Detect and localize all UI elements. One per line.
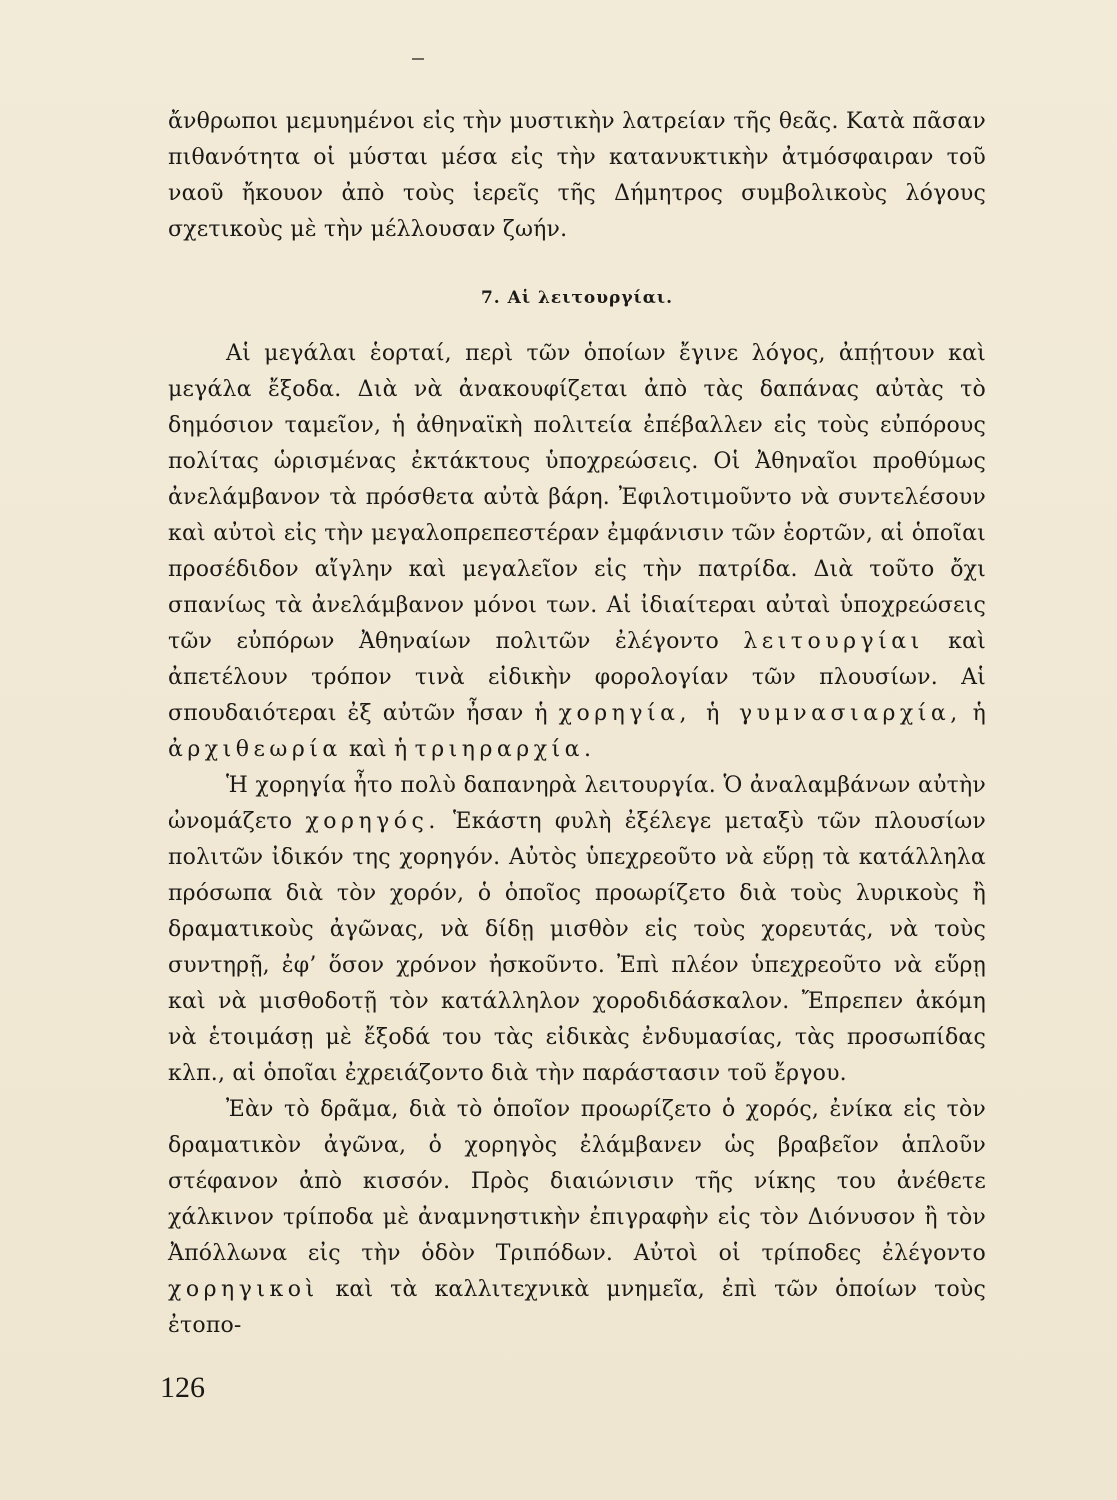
paragraph-leitourgies	[168, 336, 986, 768]
term-chorigos: χορηγός.	[305, 809, 440, 834]
term-chorigia-gymnasiarchia: χορηγία, ἡ γυμνασιαρχία,	[558, 701, 962, 726]
term-leitourgiai: λειτουργίαι	[743, 629, 924, 654]
term-architheoria: ἀρχιθεωρία	[168, 737, 342, 762]
section-heading: 7. Αἱ λειτουργίαι.	[480, 288, 674, 308]
paragraph-tripods	[168, 1092, 986, 1344]
paragraph-text: Ἑκάστη φυλὴ ἐξέλεγε μεταξὺ τῶν πλουσίων πολιτῶν ἰδικόν της χορηγόν. Αὐτὸς ὑπεχρεοῦτο νὰ εὕρῃ τὰ κατάλληλα πρόσωπα διὰ τὸν χορόν, ὁ ὁποῖος προωρίζετο διὰ τοὺς λυρικοὺς ἢ δραματικοὺς ἀγῶνας, νὰ δίδῃ μισθὸν εἰς τοὺς χορευτάς, νὰ τοὺς συντηρῇ, ἐφ’ ὅσον χρόνον ἠσκοῦντο. Ἐπὶ πλέον ὑπεχρεοῦτο νὰ εὕρῃ καὶ νὰ μισθοδοτῇ τὸν κατάλληλον χοροδιδάσκαλον. Ἔπρεπεν ἀκόμη νὰ ἑτοιμάσῃ μὲ ἔξοδά του τὰς εἰδικὰς ἐνδυμασίας, τὰς προσωπίδας κλπ., αἱ ὁποῖαι ἐχρειάζοντο διὰ τὴν παράστασιν τοῦ ἔργου.	[168, 809, 986, 1086]
paragraph-text: καὶ τὰ καλλιτεχνικὰ μνημεῖα, ἐπὶ τῶν ὁποίων τοὺς ἐτοπο-	[168, 1277, 986, 1338]
term-triirarchia: τριηραρχία.	[414, 737, 596, 762]
paragraph-chorigia	[168, 768, 986, 1092]
page-text	[168, 104, 986, 1344]
top-dash-mark	[412, 58, 424, 60]
paragraph-text: Ἡ χορηγία ἦτο πολὺ δαπανηρὰ λειτουργία. Ὁ ἀναλαμβάνων αὐτὴν ὠνομάζετο	[168, 773, 986, 834]
paragraph-text: Ἐὰν τὸ δρᾶμα, διὰ τὸ ὁποῖον προωρίζετο ὁ χορός, ἐνίκα εἰς τὸν δραματικὸν ἀγῶνα, ὁ χορηγὸς ἐλάμβανεν ὡς βραβεῖον ἁπλοῦν στέφανον ἀπὸ κισσόν. Πρὸς διαιώνισιν τῆς νίκης του ἀνέθετε χάλκινον τρίποδα μὲ ἀναμνηστικὴν ἐπιγραφὴν εἰς τὸν Διόνυσον ἢ τὸν Ἀπόλλωνα εἰς τὴν ὁδὸν Τριπόδων. Αὐτοὶ οἱ τρίποδες ἐλέγοντο	[168, 1097, 986, 1266]
term-chorigikoi: χορηγικοὶ	[168, 1277, 319, 1302]
paragraph-text: καὶ ἡ	[348, 737, 408, 762]
paragraph-text: Αἱ μεγάλαι ἑορταί, περὶ τῶν ὁποίων ἔγινε λόγος, ἀπῄτουν καὶ μεγάλα ἔξοδα. Διὰ νὰ ἀνακουφίζεται ἀπὸ τὰς δαπάνας αὐτὰς τὸ δημόσιον ταμεῖον, ἡ ἀθηναϊκὴ πολιτεία ἐπέβαλλεν εἰς τοὺς εὐπόρους πολίτας ὡρισμένας ἐκτάκτους ὑποχρεώσεις. Οἱ Ἀθηναῖοι προθύμως ἀνελάμβανον τὰ πρόσθετα αὐτὰ βάρη. Ἐφιλοτιμοῦντο νὰ συντελέσουν καὶ αὐτοὶ εἰς τὴν μεγαλοπρεπεστέραν ἐμφάνισιν τῶν ἑορτῶν, αἱ ὁποῖαι προσέδιδον αἴγλην καὶ μεγαλεῖον εἰς τὴν πατρίδα. Διὰ τοῦτο ὄχι σπανίως τὰ ἀνελάμβανον μόνοι των. Αἱ ἰδιαίτεραι αὐταὶ ὑποχρεώσεις τῶν εὐπόρων Ἀθηναίων πολιτῶν ἐλέγοντο	[168, 341, 986, 654]
paragraph-text: καὶ ἀπετέλουν τρόπον τινὰ εἰδικὴν φορολογίαν τῶν πλουσίων. Αἱ σπουδαιότεραι ἐξ αὐτῶν ἦσαν ἡ	[168, 629, 986, 726]
intro-paragraph: ἄνθρωποι μεμυημένοι εἰς τὴν μυστικὴν λατρείαν τῆς θεᾶς. Κατὰ πᾶσαν πιθανότητα οἱ μύσται μέσα εἰς τὴν κατανυκτικὴν ἀτμόσφαιραν τοῦ ναοῦ ἤκουον ἀπὸ τοὺς ἱερεῖς τῆς Δήμητρος συμβολικοὺς λόγους σχετικοὺς μὲ τὴν μέλλουσαν ζωήν.	[168, 109, 986, 242]
paragraph-text: ἡ	[972, 701, 986, 726]
page-number: 126	[160, 1371, 205, 1404]
